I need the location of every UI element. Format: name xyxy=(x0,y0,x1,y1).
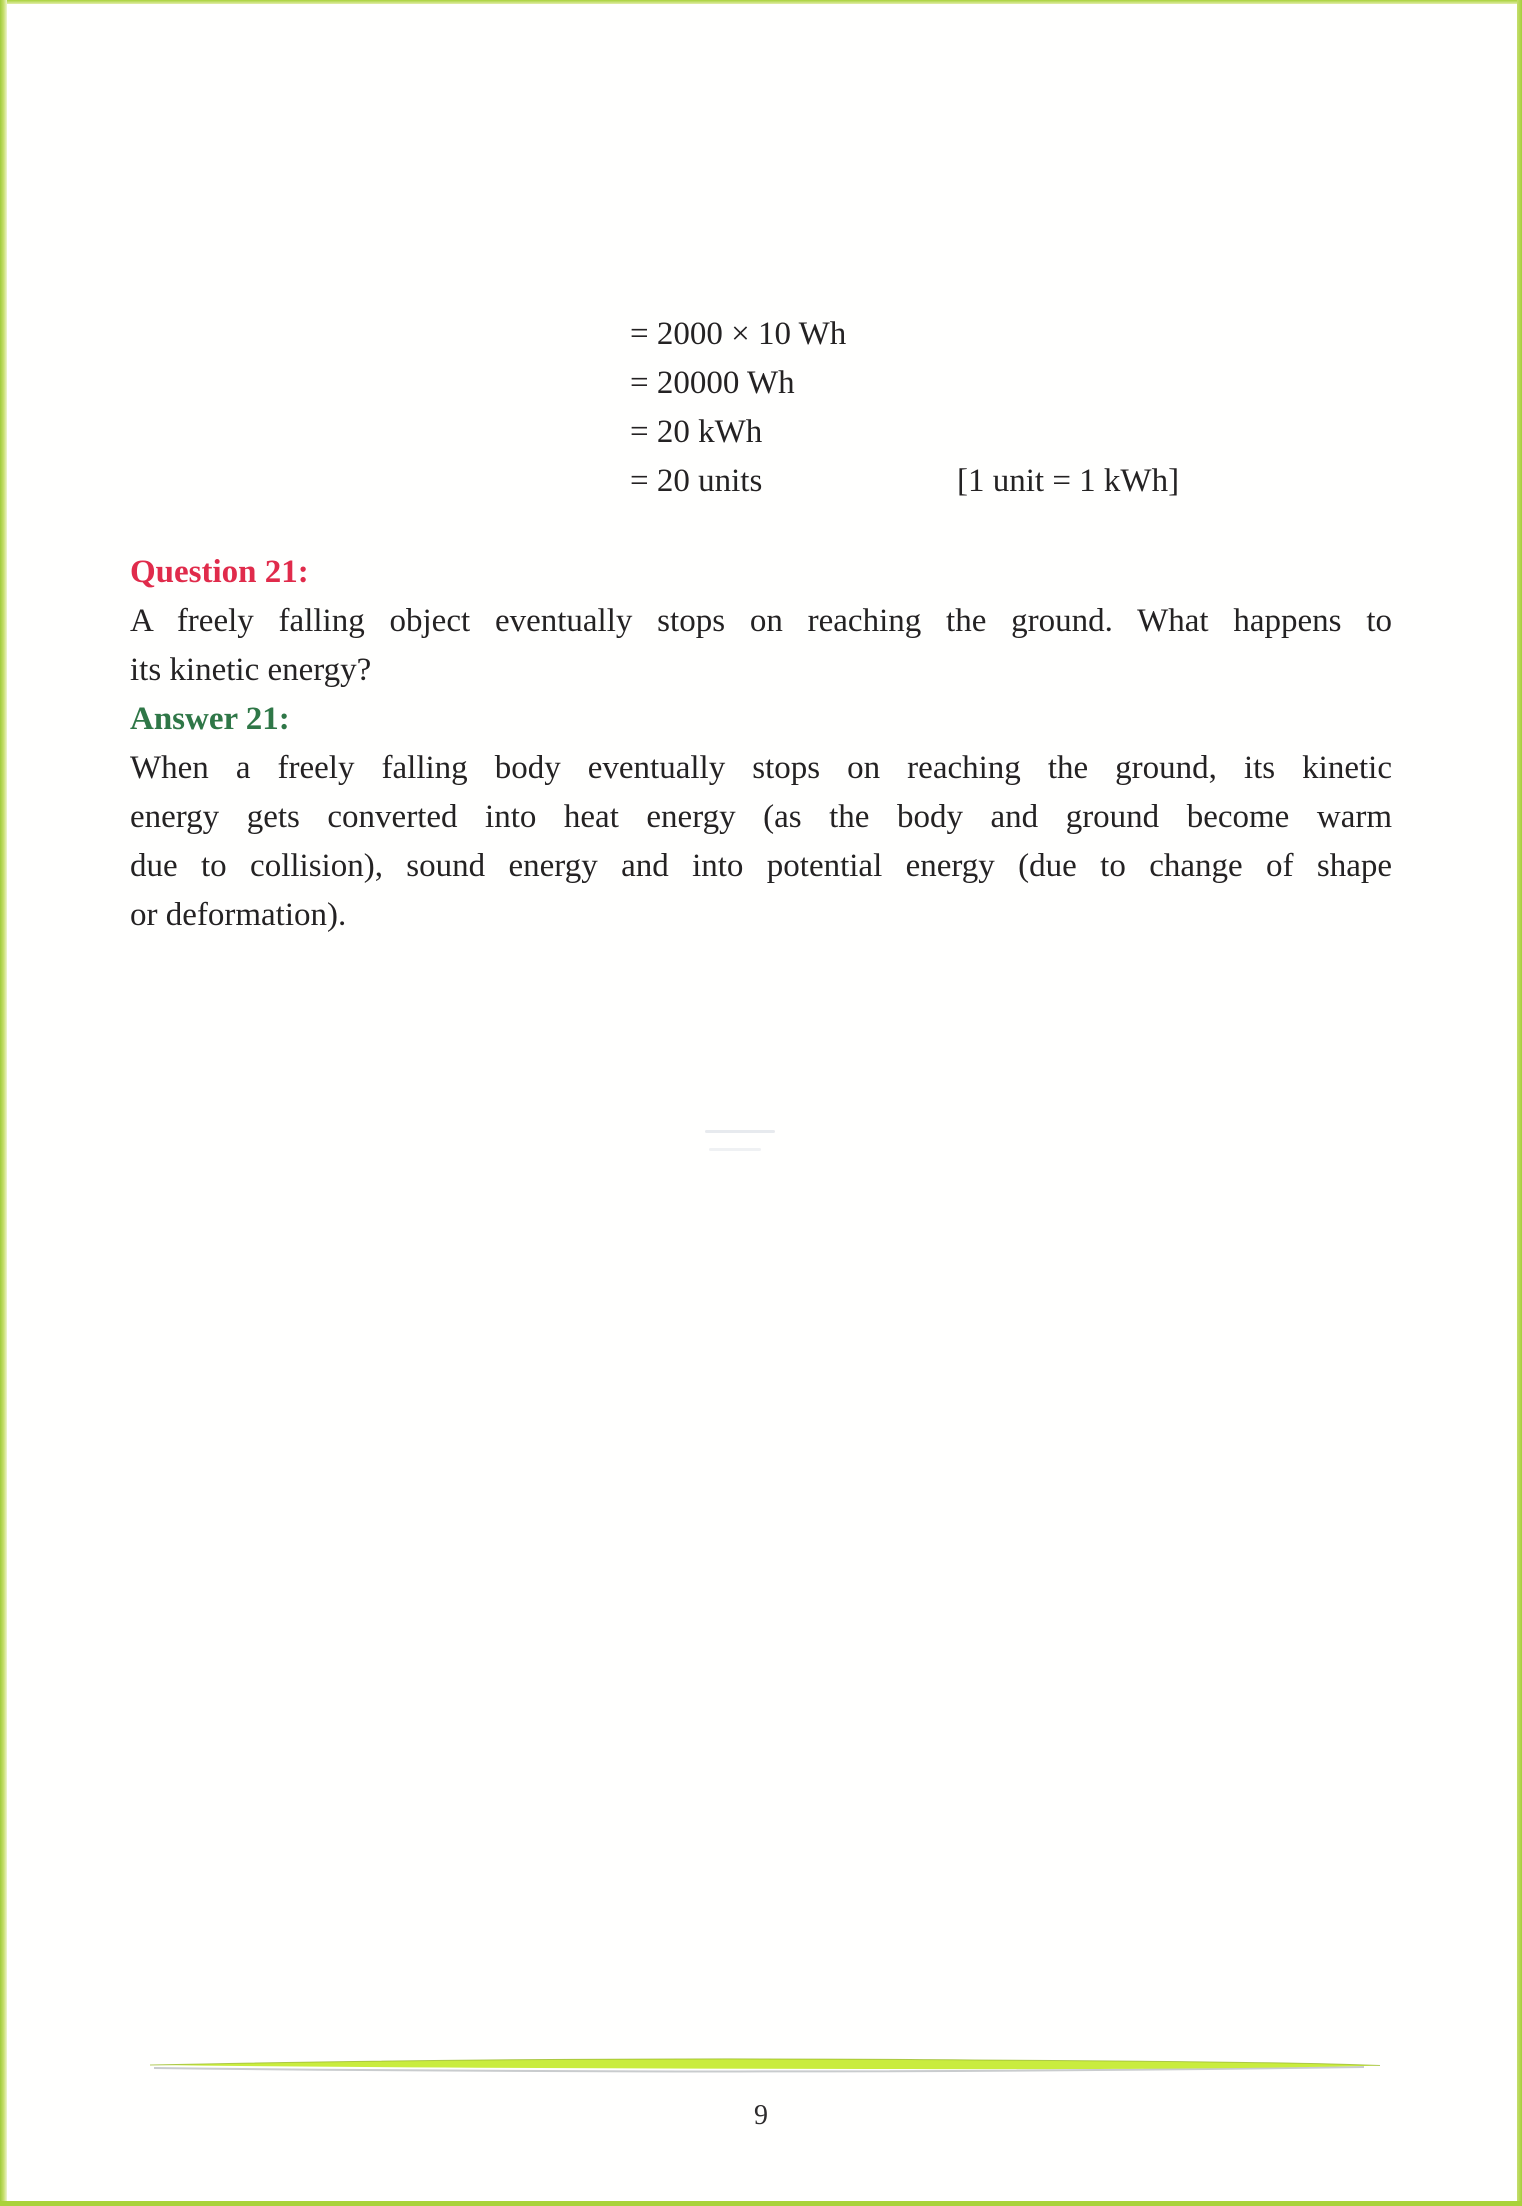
page-border-right xyxy=(1517,0,1522,2206)
separator-line xyxy=(150,2054,1380,2080)
answer-heading: Answer 21: xyxy=(130,701,290,737)
equation-block xyxy=(630,310,1180,506)
answer-text xyxy=(130,744,1392,940)
page-border-left xyxy=(0,0,7,2206)
question-text-line: its kinetic energy? xyxy=(130,652,372,688)
answer-text-line: energy gets converted into heat energy (as the body and ground become warm xyxy=(130,799,1392,835)
answer-text-line: due to collision), sound energy and into potential energy (due to change of shape xyxy=(130,848,1392,884)
equation-line-1: = 2000 × 10 Wh xyxy=(630,316,847,352)
equation-line-4 xyxy=(630,457,1180,506)
question-answer-section xyxy=(130,548,1392,940)
faint-scan-artifact xyxy=(705,1130,775,1133)
answer-text-line: When a freely falling body eventually stops on reaching the ground, its kinetic xyxy=(130,750,1392,786)
question-text-line: A freely falling object eventually stops on reaching the ground. What happens to xyxy=(130,603,1392,639)
equation-line-3: = 20 kWh xyxy=(630,414,763,450)
answer-text-line: or deformation). xyxy=(130,897,347,933)
equation-line-2: = 20000 Wh xyxy=(630,365,795,401)
equation-unit-note: [1 unit = 1 kWh] xyxy=(957,463,1180,499)
page-border-top xyxy=(0,0,1522,4)
page-number: 9 xyxy=(754,2100,768,2131)
faint-scan-artifact xyxy=(709,1148,761,1151)
equation-result: = 20 units xyxy=(630,463,763,499)
question-text xyxy=(130,597,1392,695)
question-heading: Question 21: xyxy=(130,554,309,590)
page-border-bottom xyxy=(0,2201,1522,2206)
separator-lens xyxy=(150,2059,1380,2069)
